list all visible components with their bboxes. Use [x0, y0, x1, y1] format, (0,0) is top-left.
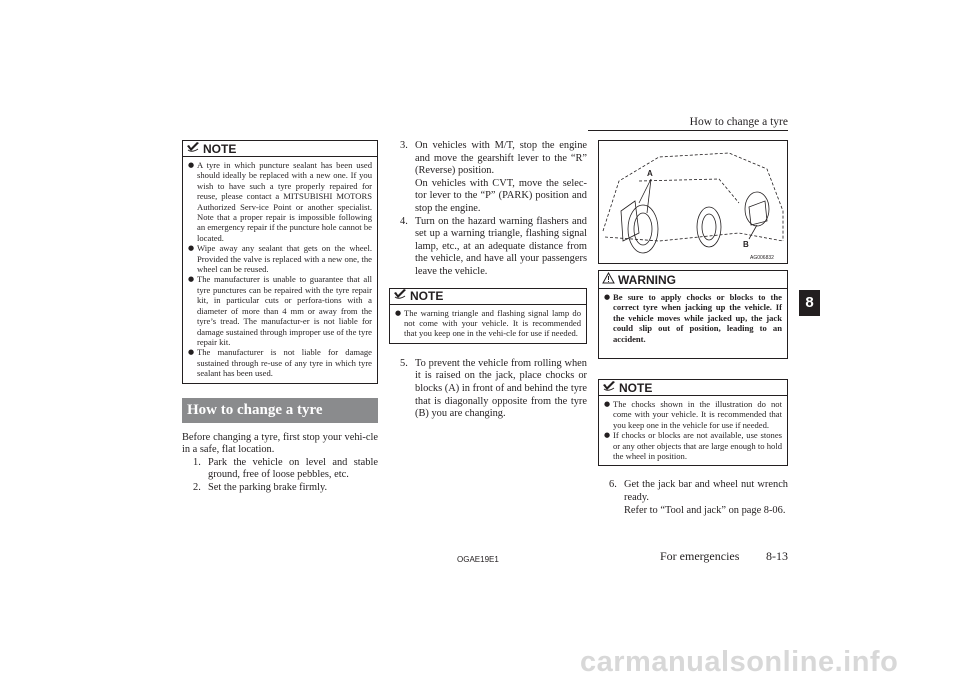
note-label: NOTE — [203, 141, 237, 156]
note-box-header — [183, 141, 377, 157]
bullet-dot-icon: ● — [188, 244, 195, 253]
column-right — [598, 140, 788, 517]
step-item: 1. Park the vehicle on level and stable ground, free of loose pebbles, etc. — [193, 456, 378, 481]
figure-label-b: B — [743, 240, 749, 249]
bullet-dot-icon: ● — [395, 308, 402, 317]
bullet-dot-icon: ● — [188, 161, 195, 169]
warning-item: ● Be sure to apply chocks or blocks to the correct tyre when jacking up the vehicle. If the vehicle moves while jacked up, the jack could slip out of position, leading to an accident. — [604, 292, 782, 344]
step-item: 2. Set the parking brake firmly. — [193, 481, 328, 493]
figure-label-a: A — [647, 169, 653, 178]
note-item: ● A tyre in which puncture sealant has been used should ideally be replaced with a new one. If you wish to have such a tyre properly repaired for reuse, please contact a MITSUBISHI MOTORS Authorized Serv-ice Point or another specialist. Note that a proper repair is impossible following an emergency repair if the puncture hole cannot be located. — [188, 160, 372, 243]
warning-box — [598, 270, 788, 359]
vehicle-chock-drawing — [599, 141, 787, 263]
note-box — [389, 288, 587, 344]
footer-section: For emergencies — [660, 549, 740, 563]
step-item: 5. To prevent the vehicle from rolling when it is raised on the jack, place chocks or blocks (A) in front of and behind the tyre that is diagonally opposite from the tyre (B) you are changing. — [400, 357, 587, 420]
note-label: NOTE — [410, 289, 444, 304]
steps-list — [182, 457, 378, 495]
figure-code: AG006832 — [750, 255, 774, 261]
warning-box-body — [599, 289, 787, 358]
note-hand-icon — [186, 140, 200, 158]
steps-list — [389, 140, 587, 279]
intro-paragraph: Before changing a tyre, first stop your vehi-cle in a safe, flat location. — [182, 431, 378, 456]
steps-list — [389, 358, 587, 421]
column-middle — [389, 140, 587, 421]
step-item: 3. On vehicles with M/T, stop the engine and move the gearshift lever to the “R” (Reverse) position. On vehicles with CVT, move the selec-tor lever to the “P” (PARK) position and stop the engine. — [400, 140, 587, 214]
footer-code: OGAE19E1 — [457, 555, 499, 564]
note-box — [182, 140, 378, 384]
warning-triangle-icon — [602, 271, 615, 289]
bullet-dot-icon: ● — [604, 431, 611, 440]
bullet-dot-icon: ● — [604, 400, 611, 409]
note-item: ● The chocks shown in the illustration do not come with your vehicle. It is recommended that you keep one in the vehicle for use if needed. — [604, 399, 782, 430]
footer-page-number: 8-13 — [766, 549, 788, 563]
note-box-body — [599, 396, 787, 465]
note-box-header — [390, 289, 586, 305]
note-box-body — [183, 157, 377, 383]
chock-illustration — [598, 140, 788, 264]
steps-list — [598, 479, 788, 517]
warning-label: WARNING — [618, 272, 676, 287]
warning-box-header — [599, 271, 787, 289]
column-left — [182, 140, 378, 495]
note-hand-icon — [602, 379, 616, 397]
note-hand-icon — [393, 287, 407, 305]
note-item: ● If chocks or blocks are not available, use stones or any other objects that are large enough to hold the wheel in position. — [604, 430, 782, 462]
section-title-bar: How to change a tyre — [182, 398, 378, 423]
note-item: ● The manufacturer is not liable for damage sustained through re-use of any tyre in which tyre sealant has been used. — [188, 347, 372, 379]
running-header-title: How to change a tyre — [689, 116, 788, 128]
step-item: 6. Get the jack bar and wheel nut wrench ready. Refer to “Tool and jack” on page 8-06. — [609, 479, 788, 516]
note-item: ● The manufacturer is unable to guarantee that all tyre punctures can be repaired with the tyre repair kit, in particular cuts or perfora-tions with a diameter of more than 4 mm or away from the tyre’s tread. The manufactur-er is not liable for damage sustained through improper use of the tyre repair kit. — [188, 274, 372, 347]
note-box-body — [390, 305, 586, 343]
chapter-tab: 8 — [799, 290, 820, 316]
bullet-dot-icon: ● — [604, 293, 611, 301]
watermark: carmanualsonline.info — [580, 646, 899, 678]
step-item: 4. Turn on the hazard warning flashers and set up a warning triangle, flashing signal lamp, etc., at an adequate distance from the vehicle, and have all your passengers leave the vehicle. — [400, 215, 587, 277]
note-box — [598, 379, 788, 466]
note-item: ● Wipe away any sealant that gets on the wheel. Provided the valve is replaced with a new one, the wheel can be reused. — [188, 243, 372, 275]
note-box-header — [599, 380, 787, 396]
note-label: NOTE — [619, 380, 653, 395]
note-item: ● The warning triangle and flashing signal lamp do not come with your vehicle. It is recommended that you keep one in the vehi-cle for use if needed. — [395, 307, 581, 339]
bullet-dot-icon: ● — [188, 348, 195, 357]
bullet-dot-icon: ● — [188, 275, 195, 284]
header-rule — [588, 130, 788, 131]
